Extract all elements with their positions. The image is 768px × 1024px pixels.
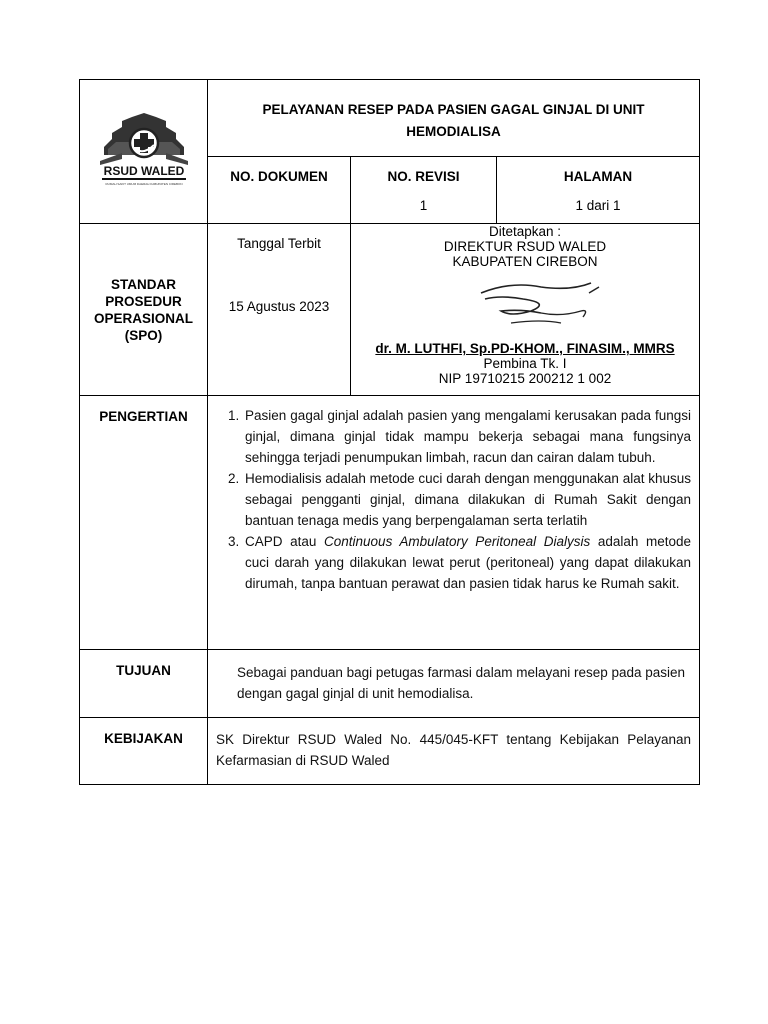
halaman-value: 1 dari 1	[575, 198, 621, 213]
pengertian-list	[208, 405, 691, 594]
tanggal-terbit-value: 15 Agustus 2023	[228, 299, 330, 314]
director-rank: Pembina Tk. I	[483, 356, 567, 371]
signature-mark	[471, 273, 611, 333]
list-item: 2. Hemodialisis adalah metode cuci darah dengan menggunakan alat khusus sebagai pengganti ginjal, dimana dilakukan di Rumah Sakit dengan bantuan tenaga medis yang berpengalaman serta terlatih	[243, 468, 691, 531]
penetap-cell	[351, 224, 700, 396]
halaman-cell	[497, 157, 700, 224]
halaman-label: HALAMAN	[563, 169, 633, 184]
tujuan-text: Sebagai panduan bagi petugas farmasi dalam melayani resep pada pasien dengan gagal ginjal di unit hemodialisa.	[208, 650, 700, 718]
ditetapkan-label: Ditetapkan :	[488, 224, 562, 239]
tujuan-label: TUJUAN	[80, 650, 208, 718]
kabupaten-label: KABUPATEN CIREBON	[452, 254, 598, 269]
direktur-title: DIREKTUR RSUD WALED	[443, 239, 607, 254]
no-revisi-cell	[351, 157, 497, 224]
signature-area	[351, 269, 699, 341]
logo-tagline: RUMAH SAKIT UMUM DAERAH KABUPATEN CIREBON	[104, 182, 183, 186]
tanggal-terbit-label: Tanggal Terbit	[237, 236, 321, 251]
spo-label: STANDAR PROSEDUR OPERASIONAL (SPO)	[80, 224, 208, 396]
terbit-cell	[208, 224, 351, 396]
no-dokumen-label: NO. DOKUMEN	[230, 169, 328, 184]
no-dokumen-cell	[208, 157, 351, 224]
director-nip: NIP 19710215 200212 1 002	[438, 371, 612, 386]
director-name: dr. M. LUTHFI, Sp.PD-KHOM., FINASIM., MMRS	[375, 341, 675, 356]
list-item: 3. CAPD atau Continuous Ambulatory Peritoneal Dialysis adalah metode cuci darah yang dilakukan lewat perut (peritoneal) yang dapat dilakukan dirumah, tanpa bantuan perawat dan pasien tidak harus ke Rumah sakit.	[243, 531, 691, 594]
pengertian-content	[208, 396, 700, 650]
kebijakan-label: KEBIJAKAN	[80, 718, 208, 785]
logo-wordmark: RSUD WALED	[103, 164, 184, 178]
rsud-waled-logo	[96, 109, 192, 191]
no-revisi-value: 1	[419, 198, 428, 213]
spo-document	[79, 79, 699, 785]
spo-table	[79, 79, 700, 785]
no-revisi-label: NO. REVISI	[387, 169, 460, 184]
logo-cell	[80, 80, 208, 224]
list-item: 1. Pasien gagal ginjal adalah pasien yang mengalami kerusakan pada fungsi ginjal, dimana ginjal tidak mampu bekerja sebagai mana fungsinya sehingga terjadi penumpukan limbah, racun dan cairan dalam tubuh.	[243, 405, 691, 468]
pengertian-label: PENGERTIAN	[80, 396, 208, 650]
kebijakan-text: SK Direktur RSUD Waled No. 445/045-KFT tentang Kebijakan Pelayanan Kefarmasian di RSUD Waled	[208, 718, 700, 785]
document-title: PELAYANAN RESEP PADA PASIEN GAGAL GINJAL DI UNIT HEMODIALISA	[208, 80, 700, 157]
